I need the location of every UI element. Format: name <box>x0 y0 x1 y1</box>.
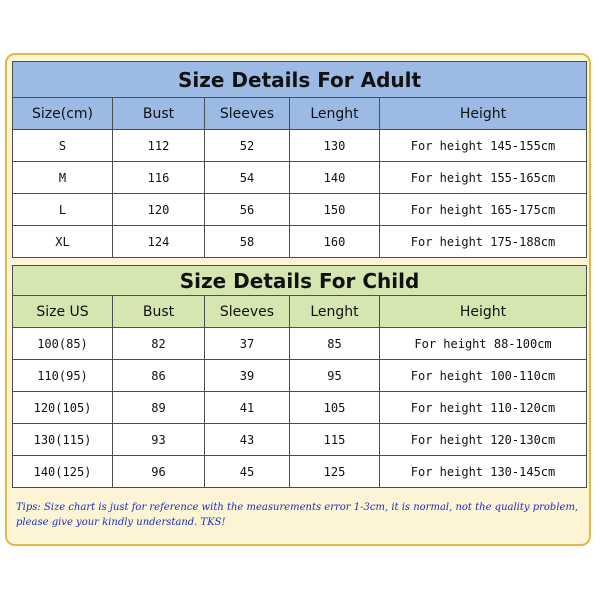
column-header: Size US <box>13 296 113 328</box>
table-row <box>13 328 587 360</box>
table-cell: 130 <box>290 130 380 162</box>
column-header: Height <box>380 296 587 328</box>
table-cell: 120(105) <box>13 392 113 424</box>
adult-size-table <box>12 61 587 258</box>
table-cell: For height 120-130cm <box>380 424 587 456</box>
table-row <box>13 360 587 392</box>
table-cell: 56 <box>205 194 290 226</box>
table-cell: M <box>13 162 113 194</box>
column-header: Bust <box>113 98 205 130</box>
table-cell: 85 <box>290 328 380 360</box>
table-cell: 125 <box>290 456 380 488</box>
table-cell: For height 165-175cm <box>380 194 587 226</box>
column-header: Height <box>380 98 587 130</box>
table-cell: 160 <box>290 226 380 258</box>
table-row <box>13 226 587 258</box>
table-cell: 52 <box>205 130 290 162</box>
table-cell: 105 <box>290 392 380 424</box>
table-cell: 95 <box>290 360 380 392</box>
table-cell: For height 100-110cm <box>380 360 587 392</box>
adult-header-row <box>13 98 587 130</box>
child-title-row <box>13 266 587 296</box>
column-header: Lenght <box>290 296 380 328</box>
child-header-row <box>13 296 587 328</box>
table-cell: XL <box>13 226 113 258</box>
size-chart-tips: Tips: Size chart is just for reference with the measurements error 1-3cm, it is normal, not the quality problem, please give your kindly understand. TKS! <box>16 502 579 528</box>
table-cell: 115 <box>290 424 380 456</box>
table-cell: 45 <box>205 456 290 488</box>
table-row <box>13 456 587 488</box>
table-cell: For height 155-165cm <box>380 162 587 194</box>
table-cell: 124 <box>113 226 205 258</box>
column-header: Sleeves <box>205 296 290 328</box>
table-cell: 86 <box>113 360 205 392</box>
child-size-table <box>12 265 587 488</box>
table-cell: 93 <box>113 424 205 456</box>
table-cell: 110(95) <box>13 360 113 392</box>
table-cell: 41 <box>205 392 290 424</box>
table-cell: 140(125) <box>13 456 113 488</box>
table-cell: 140 <box>290 162 380 194</box>
adult-table-title: Size Details For Adult <box>13 62 587 98</box>
table-cell: 89 <box>113 392 205 424</box>
table-cell: For height 145-155cm <box>380 130 587 162</box>
table-row <box>13 130 587 162</box>
column-header: Size(cm) <box>13 98 113 130</box>
column-header: Lenght <box>290 98 380 130</box>
column-header: Bust <box>113 296 205 328</box>
table-cell: 39 <box>205 360 290 392</box>
table-cell: For height 110-120cm <box>380 392 587 424</box>
adult-title-row <box>13 62 587 98</box>
table-cell: 54 <box>205 162 290 194</box>
table-cell: 116 <box>113 162 205 194</box>
table-row <box>13 162 587 194</box>
table-cell: L <box>13 194 113 226</box>
table-cell: For height 130-145cm <box>380 456 587 488</box>
table-row <box>13 194 587 226</box>
table-row <box>13 392 587 424</box>
table-cell: 150 <box>290 194 380 226</box>
table-cell: 120 <box>113 194 205 226</box>
table-cell: 96 <box>113 456 205 488</box>
table-cell: 37 <box>205 328 290 360</box>
table-cell: 130(115) <box>13 424 113 456</box>
table-cell: For height 88-100cm <box>380 328 587 360</box>
table-cell: 112 <box>113 130 205 162</box>
table-cell: S <box>13 130 113 162</box>
table-cell: 100(85) <box>13 328 113 360</box>
table-cell: For height 175-188cm <box>380 226 587 258</box>
child-table-title: Size Details For Child <box>13 266 587 296</box>
table-row <box>13 424 587 456</box>
table-cell: 58 <box>205 226 290 258</box>
table-cell: 82 <box>113 328 205 360</box>
column-header: Sleeves <box>205 98 290 130</box>
table-cell: 43 <box>205 424 290 456</box>
